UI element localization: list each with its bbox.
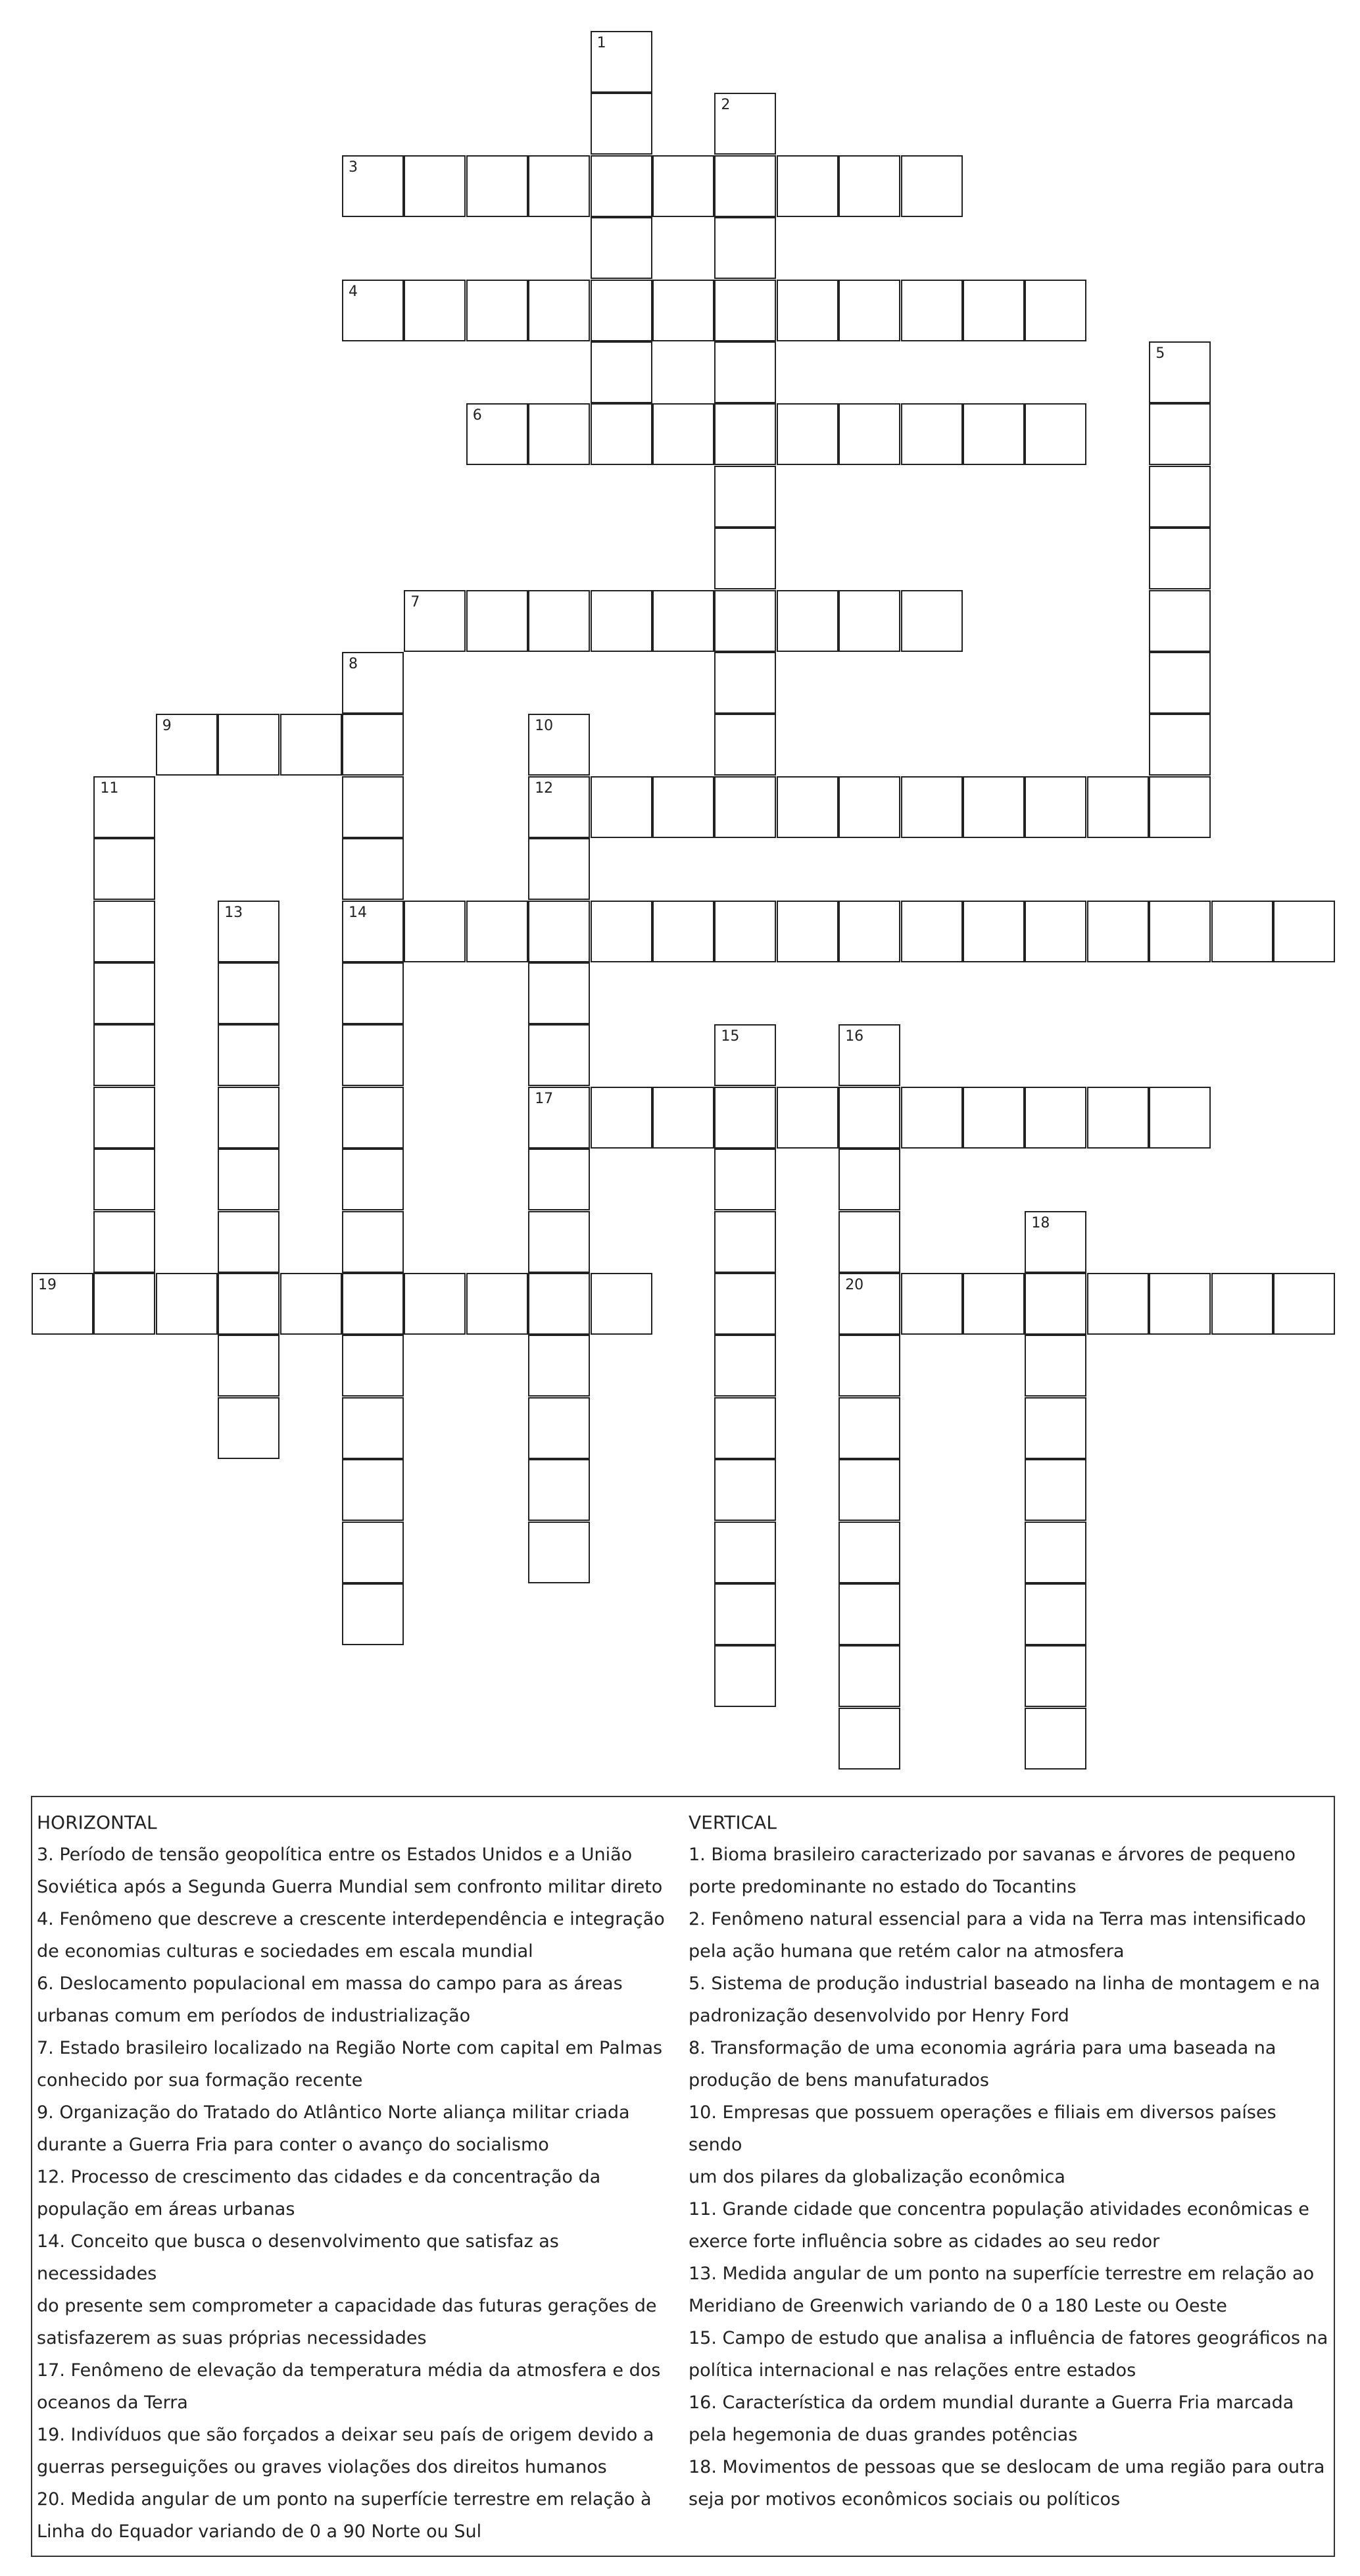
grid-cell[interactable] — [777, 1087, 838, 1149]
grid-cell[interactable] — [714, 1583, 776, 1645]
grid-cell[interactable] — [652, 155, 714, 217]
grid-cell[interactable] — [1149, 652, 1211, 714]
grid-cell[interactable] — [528, 1087, 590, 1149]
grid-cell[interactable] — [1273, 901, 1335, 962]
clue-line: guerras perseguições ou graves violações dos direitos humanos — [37, 2457, 607, 2477]
grid-cell[interactable] — [901, 280, 963, 341]
grid-cell[interactable] — [901, 1087, 963, 1149]
grid-cell[interactable] — [342, 901, 404, 962]
clue-number: 19 — [38, 1277, 57, 1293]
grid-cell[interactable] — [714, 1335, 776, 1397]
grid-cell[interactable] — [404, 901, 466, 962]
grid-cell[interactable] — [901, 901, 963, 962]
clue-line: Linha do Equador variando de 0 a 90 Norte ou Sul — [37, 2521, 482, 2542]
clue-number: 12 — [535, 780, 554, 797]
vertical-clues-column — [689, 1806, 1330, 2515]
grid-cell[interactable] — [93, 838, 155, 900]
grid-cell[interactable] — [591, 1087, 652, 1149]
grid-cell[interactable] — [714, 217, 776, 279]
clue-number: 2 — [721, 97, 731, 114]
grid-cell[interactable] — [1025, 1583, 1086, 1645]
vertical-heading: VERTICAL — [689, 1812, 777, 1833]
grid-cell[interactable] — [1087, 1087, 1149, 1149]
grid-cell[interactable] — [714, 341, 776, 403]
grid-cell[interactable] — [838, 280, 900, 341]
grid-cell[interactable] — [714, 1459, 776, 1521]
grid-cell[interactable] — [528, 776, 590, 838]
grid-cell[interactable] — [1149, 776, 1211, 838]
clue-line: durante a Guerra Fria para conter o avanço do socialismo — [37, 2135, 549, 2155]
clue-number: 7 — [410, 593, 420, 610]
grid-cell[interactable] — [1149, 341, 1211, 403]
grid-cell[interactable] — [777, 280, 838, 341]
grid-cell[interactable] — [93, 1149, 155, 1210]
grid-cell[interactable] — [1025, 1708, 1086, 1770]
grid-cell[interactable] — [838, 1708, 900, 1770]
grid-cell[interactable] — [714, 1273, 776, 1335]
clue-line: 15. Campo de estudo que analisa a influência de fatores geográficos na — [689, 2328, 1328, 2348]
grid-cell[interactable] — [1149, 590, 1211, 652]
grid-cell[interactable] — [714, 528, 776, 589]
grid-cell[interactable] — [93, 1273, 155, 1335]
grid-cell[interactable] — [218, 1273, 279, 1335]
grid-cell[interactable] — [342, 155, 404, 217]
clue-line: 12. Processo de crescimento das cidades e da concentração da — [37, 2167, 601, 2187]
grid-cell[interactable] — [404, 280, 466, 341]
grid-cell[interactable] — [591, 776, 652, 838]
grid-cell[interactable] — [714, 652, 776, 714]
grid-cell[interactable] — [342, 1583, 404, 1645]
grid-cell[interactable] — [528, 1211, 590, 1273]
grid-cell[interactable] — [1025, 280, 1086, 341]
grid-cell[interactable] — [838, 1645, 900, 1707]
grid-cell[interactable] — [1025, 1459, 1086, 1521]
grid-cell[interactable] — [963, 280, 1025, 341]
grid-cell[interactable] — [1025, 776, 1086, 838]
grid-cell[interactable] — [777, 590, 838, 652]
grid-cell[interactable] — [714, 403, 776, 465]
grid-cell[interactable] — [591, 341, 652, 403]
grid-cell[interactable] — [342, 1149, 404, 1210]
grid-cell[interactable] — [901, 590, 963, 652]
clue-line: 5. Sistema de produção industrial baseado na linha de montagem e na — [689, 1973, 1321, 1994]
clue-number: 20 — [845, 1277, 864, 1293]
grid-cell[interactable] — [342, 1087, 404, 1149]
grid-cell[interactable] — [93, 776, 155, 838]
grid-cell[interactable] — [93, 901, 155, 962]
grid-cell[interactable] — [218, 1211, 279, 1273]
grid-cell[interactable] — [1149, 1273, 1211, 1335]
clue-number: 17 — [535, 1090, 554, 1107]
grid-cell[interactable] — [218, 1397, 279, 1459]
grid-cell[interactable] — [652, 776, 714, 838]
grid-cell[interactable] — [838, 1211, 900, 1273]
grid-cell[interactable] — [652, 590, 714, 652]
horizontal-heading: HORIZONTAL — [37, 1812, 157, 1833]
grid-cell[interactable] — [714, 1024, 776, 1086]
clue-line: seja por motivos econômicos sociais ou políticos — [689, 2489, 1121, 2510]
grid-cell[interactable] — [963, 901, 1025, 962]
grid-cell[interactable] — [93, 962, 155, 1024]
grid-cell[interactable] — [93, 1211, 155, 1273]
clue-number: 16 — [845, 1028, 864, 1045]
grid-cell[interactable] — [838, 590, 900, 652]
grid-cell[interactable] — [963, 403, 1025, 465]
clues-box — [31, 1796, 1335, 2557]
grid-cell[interactable] — [652, 280, 714, 341]
grid-cell[interactable] — [528, 155, 590, 217]
grid-cell[interactable] — [528, 838, 590, 900]
grid-cell[interactable] — [838, 155, 900, 217]
grid-cell[interactable] — [1087, 1273, 1149, 1335]
grid-cell[interactable] — [1025, 1522, 1086, 1583]
grid-cell[interactable] — [1025, 1335, 1086, 1397]
clue-line: 10. Empresas que possuem operações e filiais em diversos países sendo — [689, 2102, 1276, 2155]
grid-cell[interactable] — [342, 1024, 404, 1086]
grid-cell[interactable] — [901, 776, 963, 838]
grid-cell[interactable] — [591, 155, 652, 217]
grid-cell[interactable] — [591, 217, 652, 279]
grid-cell[interactable] — [528, 1522, 590, 1583]
clue-line: oceanos da Terra — [37, 2392, 188, 2413]
clue-line: 8. Transformação de uma economia agrária para uma baseada na — [689, 2038, 1276, 2058]
grid-cell[interactable] — [466, 901, 528, 962]
grid-cell[interactable] — [528, 901, 590, 962]
grid-cell[interactable] — [591, 1273, 652, 1335]
grid-cell[interactable] — [777, 776, 838, 838]
grid-cell[interactable] — [342, 1273, 404, 1335]
clue-line: conhecido por sua formação recente — [37, 2070, 363, 2091]
clue-number: 13 — [224, 904, 243, 921]
grid-cell[interactable] — [342, 280, 404, 341]
horizontal-clues-column — [37, 1806, 678, 2548]
clue-line: 18. Movimentos de pessoas que se deslocam de uma região para outra — [689, 2457, 1325, 2477]
clue-line: porte predominante no estado do Tocantins — [689, 1877, 1077, 1897]
clue-number: 8 — [349, 656, 358, 672]
grid-cell[interactable] — [404, 155, 466, 217]
clue-line: 1. Bioma brasileiro caracterizado por savanas e árvores de pequeno — [689, 1845, 1296, 1865]
grid-cell[interactable] — [838, 1583, 900, 1645]
grid-cell[interactable] — [838, 1397, 900, 1459]
clue-line: de economias culturas e sociedades em escala mundial — [37, 1941, 533, 1962]
grid-cell[interactable] — [838, 1459, 900, 1521]
grid-cell[interactable] — [528, 1459, 590, 1521]
grid-cell[interactable] — [528, 403, 590, 465]
grid-cell[interactable] — [1149, 901, 1211, 962]
clue-line: satisfazerem as suas próprias necessidades — [37, 2328, 427, 2348]
clue-line: 3. Período de tensão geopolítica entre os Estados Unidos e a União — [37, 1845, 633, 1865]
clue-line: 14. Conceito que busca o desenvolvimento que satisfaz as necessidades — [37, 2231, 559, 2284]
grid-cell[interactable] — [342, 1459, 404, 1521]
horizontal-clue-list — [37, 1839, 678, 2548]
grid-cell[interactable] — [963, 1087, 1025, 1149]
grid-cell[interactable] — [1149, 466, 1211, 528]
clue-number: 4 — [349, 283, 358, 300]
grid-cell[interactable] — [901, 155, 963, 217]
clue-line: urbanas comum em períodos de industrialização — [37, 2006, 471, 2026]
grid-cell[interactable] — [777, 901, 838, 962]
grid-cell[interactable] — [838, 1024, 900, 1086]
clue-line: 2. Fenômeno natural essencial para a vida na Terra mas intensificado — [689, 1909, 1306, 1929]
grid-cell[interactable] — [93, 1024, 155, 1086]
clue-line: população em áreas urbanas — [37, 2199, 295, 2219]
grid-cell[interactable] — [93, 1087, 155, 1149]
clue-line: 4. Fenômeno que descreve a crescente interdependência e integração — [37, 1909, 665, 1929]
grid-cell[interactable] — [528, 714, 590, 776]
clue-number: 14 — [349, 904, 367, 921]
grid-cell[interactable] — [714, 901, 776, 962]
grid-cell[interactable] — [156, 714, 218, 776]
grid-cell[interactable] — [838, 1273, 900, 1335]
grid-cell[interactable] — [342, 1397, 404, 1459]
grid-cell[interactable] — [1149, 714, 1211, 776]
clue-number: 1 — [596, 35, 606, 51]
grid-cell[interactable] — [838, 1087, 900, 1149]
grid-cell[interactable] — [901, 1273, 963, 1335]
grid-cell[interactable] — [1025, 403, 1086, 465]
grid-cell[interactable] — [404, 590, 466, 652]
clue-number: 11 — [100, 780, 119, 797]
grid-cell[interactable] — [342, 962, 404, 1024]
grid-cell[interactable] — [591, 403, 652, 465]
clue-line: Soviética após a Segunda Guerra Mundial sem confronto militar direto — [37, 1877, 663, 1897]
clue-line: pela ação humana que retém calor na atmosfera — [689, 1941, 1125, 1962]
grid-cell[interactable] — [591, 93, 652, 155]
grid-cell[interactable] — [466, 403, 528, 465]
grid-cell[interactable] — [714, 714, 776, 776]
grid-cell[interactable] — [218, 1149, 279, 1210]
grid-cell[interactable] — [528, 1149, 590, 1210]
grid-cell[interactable] — [1149, 403, 1211, 465]
clue-line: padronização desenvolvido por Henry Ford — [689, 2006, 1069, 2026]
grid-cell[interactable] — [528, 1024, 590, 1086]
clue-line: 11. Grande cidade que concentra população atividades econômicas e — [689, 2199, 1309, 2219]
grid-cell[interactable] — [591, 280, 652, 341]
clue-number: 3 — [349, 159, 358, 176]
grid-cell[interactable] — [342, 776, 404, 838]
clue-line: produção de bens manufaturados — [689, 2070, 989, 2091]
clue-line: 6. Deslocamento populacional em massa do campo para as áreas — [37, 1973, 623, 1994]
grid-cell[interactable] — [1273, 1273, 1335, 1335]
grid-cell[interactable] — [528, 1397, 590, 1459]
grid-cell[interactable] — [342, 714, 404, 776]
grid-cell[interactable] — [714, 1397, 776, 1459]
grid-cell[interactable] — [714, 466, 776, 528]
clue-number: 10 — [535, 718, 554, 735]
grid-cell[interactable] — [1025, 1645, 1086, 1707]
clue-line: exerce forte influência sobre as cidades ao seu redor — [689, 2231, 1160, 2252]
grid-cell[interactable] — [404, 1273, 466, 1335]
grid-cell[interactable] — [838, 901, 900, 962]
grid-cell[interactable] — [1025, 1211, 1086, 1273]
grid-cell[interactable] — [1025, 1087, 1086, 1149]
grid-cell[interactable] — [342, 1211, 404, 1273]
grid-cell[interactable] — [528, 280, 590, 341]
grid-cell[interactable] — [963, 776, 1025, 838]
clue-line: 19. Indivíduos que são forçados a deixar seu país de origem devido a — [37, 2425, 654, 2445]
grid-cell[interactable] — [218, 1087, 279, 1149]
clue-line: 7. Estado brasileiro localizado na Região Norte com capital em Palmas — [37, 2038, 663, 2058]
grid-cell[interactable] — [342, 838, 404, 900]
grid-cell[interactable] — [591, 31, 652, 93]
grid-cell[interactable] — [838, 1335, 900, 1397]
grid-cell[interactable] — [466, 280, 528, 341]
grid-cell[interactable] — [218, 714, 279, 776]
clue-line: política internacional e nas relações entre estados — [689, 2360, 1136, 2381]
grid-cell[interactable] — [1211, 901, 1273, 962]
clue-line: 13. Medida angular de um ponto na superfície terrestre em relação ao — [689, 2264, 1315, 2284]
grid-cell[interactable] — [342, 652, 404, 714]
clue-number: 5 — [1155, 345, 1165, 362]
grid-cell[interactable] — [342, 1522, 404, 1583]
grid-cell[interactable] — [901, 403, 963, 465]
grid-cell[interactable] — [838, 1149, 900, 1210]
grid-cell[interactable] — [280, 1273, 342, 1335]
clue-number: 9 — [162, 718, 172, 735]
grid-cell[interactable] — [838, 1522, 900, 1583]
grid-cell[interactable] — [1025, 901, 1086, 962]
grid-cell[interactable] — [528, 1273, 590, 1335]
clue-line: um dos pilares da globalização econômica — [689, 2167, 1065, 2187]
clue-line: 17. Fenômeno de elevação da temperatura média da atmosfera e dos — [37, 2360, 661, 2381]
grid-cell[interactable] — [714, 1211, 776, 1273]
grid-cell[interactable] — [714, 1087, 776, 1149]
grid-cell[interactable] — [218, 1335, 279, 1397]
grid-cell[interactable] — [466, 1273, 528, 1335]
grid-cell[interactable] — [777, 155, 838, 217]
clue-line: 16. Característica da ordem mundial durante a Guerra Fria marcada — [689, 2392, 1294, 2413]
grid-cell[interactable] — [963, 1273, 1025, 1335]
clue-number: 15 — [721, 1028, 740, 1045]
grid-cell[interactable] — [528, 590, 590, 652]
grid-cell[interactable] — [714, 155, 776, 217]
grid-cell[interactable] — [838, 776, 900, 838]
vertical-clue-list — [689, 1839, 1330, 2515]
grid-cell[interactable] — [777, 403, 838, 465]
grid-cell[interactable] — [591, 901, 652, 962]
grid-cell[interactable] — [342, 1335, 404, 1397]
grid-cell[interactable] — [652, 403, 714, 465]
grid-cell[interactable] — [1025, 1273, 1086, 1335]
grid-cell[interactable] — [466, 155, 528, 217]
grid-cell[interactable] — [652, 901, 714, 962]
grid-cell[interactable] — [714, 776, 776, 838]
grid-cell[interactable] — [280, 714, 342, 776]
grid-cell[interactable] — [32, 1273, 93, 1335]
clue-number: 18 — [1031, 1214, 1050, 1231]
grid-cell[interactable] — [714, 93, 776, 155]
grid-cell[interactable] — [714, 1645, 776, 1707]
grid-cell[interactable] — [528, 962, 590, 1024]
clue-line: 9. Organização do Tratado do Atlântico Norte aliança militar criada — [37, 2102, 630, 2123]
grid-cell[interactable] — [591, 590, 652, 652]
grid-cell[interactable] — [218, 1024, 279, 1086]
grid-cell[interactable] — [1149, 1087, 1211, 1149]
grid-cell[interactable] — [838, 403, 900, 465]
grid-cell[interactable] — [218, 962, 279, 1024]
grid-cell[interactable] — [652, 1087, 714, 1149]
grid-cell[interactable] — [1087, 776, 1149, 838]
grid-cell[interactable] — [714, 590, 776, 652]
grid-cell[interactable] — [218, 901, 279, 962]
grid-cell[interactable] — [714, 1149, 776, 1210]
grid-cell[interactable] — [714, 280, 776, 341]
grid-cell[interactable] — [466, 590, 528, 652]
clue-line: pela hegemonia de duas grandes potências — [689, 2425, 1078, 2445]
clue-line: Meridiano de Greenwich variando de 0 a 180 Leste ou Oeste — [689, 2296, 1227, 2316]
clue-line: do presente sem comprometer a capacidade das futuras gerações de — [37, 2296, 657, 2316]
clue-line: 20. Medida angular de um ponto na superfície terrestre em relação à — [37, 2489, 652, 2510]
grid-cell[interactable] — [1087, 901, 1149, 962]
grid-cell[interactable] — [528, 1335, 590, 1397]
clue-number: 6 — [472, 407, 482, 424]
grid-cell[interactable] — [1211, 1273, 1273, 1335]
grid-cell[interactable] — [714, 1522, 776, 1583]
grid-cell[interactable] — [1149, 528, 1211, 589]
grid-cell[interactable] — [156, 1273, 218, 1335]
grid-cell[interactable] — [1025, 1397, 1086, 1459]
